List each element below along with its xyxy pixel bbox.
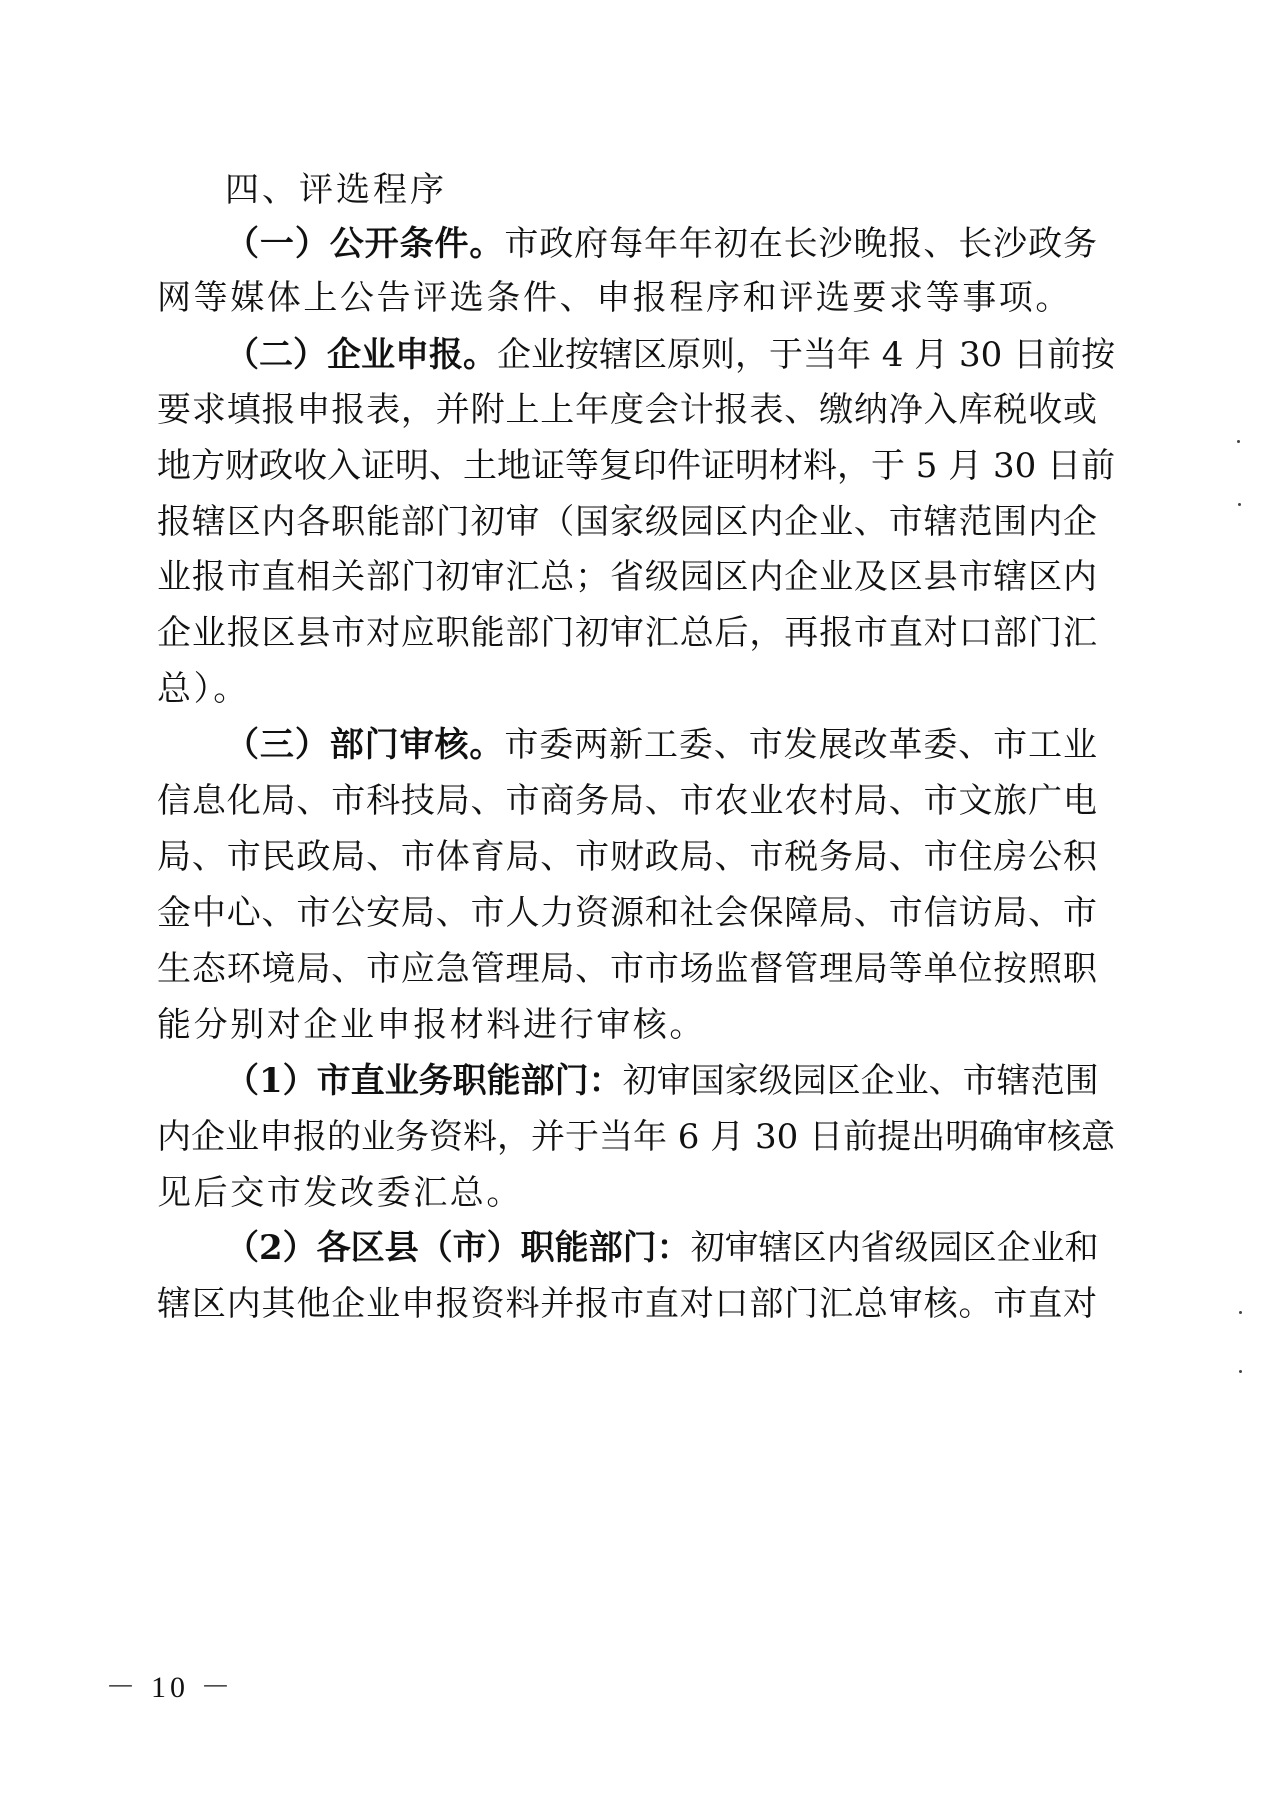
paragraph-3-line-6: 能分别对企业申报材料进行审核。 (157, 1005, 706, 1045)
paragraph-1-text: 市政府每年年初在长沙晚报、长沙政务 (504, 224, 1098, 264)
paragraph-2-text: 企业按辖区原则，于当年 4 月 30 日前按 (497, 335, 1116, 375)
page-number: － 10 － (105, 1671, 235, 1704)
paragraph-1-line-2: 网等媒体上公告评选条件、申报程序和评选要求等事项。 (157, 278, 1072, 318)
paragraph-4-line-2: 内企业申报的业务资料，并于当年 6 月 30 日前提出明确审核意 (157, 1117, 1116, 1157)
paragraph-2-lead: （二）企业申报。 (225, 335, 497, 375)
paragraph-2-line-7: 总）。 (157, 669, 250, 709)
paragraph-5-lead: （2）各区县（市）职能部门： (225, 1228, 691, 1268)
paragraph-4-lead: （1）市直业务职能部门： (225, 1061, 623, 1101)
paragraph-2-line-6: 企业报区县市对应职能部门初审汇总后，再报市直对口部门汇 (157, 613, 1097, 653)
paragraph-3-line-3: 局、市民政局、市体育局、市财政局、市税务局、市住房公积 (157, 837, 1097, 877)
section-heading: 四、评选程序 (225, 170, 447, 210)
paragraph-3-text: 市委两新工委、市发展改革委、市工业 (504, 725, 1098, 765)
paragraph-3-line-2: 信息化局、市科技局、市商务局、市农业农村局、市文旅广电 (157, 781, 1097, 821)
paragraph-1-lead: （一）公开条件。 (225, 224, 505, 264)
scan-speck (1238, 503, 1241, 506)
paragraph-4-line-3: 见后交市发改委汇总。 (157, 1173, 523, 1213)
paragraph-1-line-1 (225, 224, 1097, 264)
paragraph-3-line-5: 生态环境局、市应急管理局、市市场监督管理局等单位按照职 (157, 949, 1097, 989)
paragraph-4-text: 初审国家级园区企业、市辖范围 (622, 1061, 1099, 1101)
paragraph-2-line-2: 要求填报申报表，并附上上年度会计报表、缴纳净入库税收或 (157, 390, 1097, 430)
scan-speck (1239, 1311, 1242, 1314)
paragraph-3-lead: （三）部门审核。 (225, 725, 505, 765)
paragraph-2-line-3: 地方财政收入证明、土地证等复印件证明材料，于 5 月 30 日前 (157, 446, 1116, 486)
paragraph-4-line-1 (225, 1061, 1097, 1101)
paragraph-2-line-1 (225, 335, 1116, 375)
paragraph-3-line-4: 金中心、市公安局、市人力资源和社会保障局、市信访局、市 (157, 893, 1097, 933)
paragraph-2-line-4: 报辖区内各职能部门初审（国家级园区内企业、市辖范围内企 (157, 502, 1097, 542)
scan-speck (1237, 440, 1240, 443)
paragraph-5-text: 初审辖区内省级园区企业和 (690, 1228, 1099, 1268)
paragraph-3-line-1 (225, 725, 1097, 765)
paragraph-2-line-5: 业报市直相关部门初审汇总；省级园区内企业及区县市辖区内 (157, 557, 1097, 597)
paragraph-5-line-2: 辖区内其他企业申报资料并报市直对口部门汇总审核。市直对 (157, 1284, 1097, 1324)
paragraph-5-line-1 (225, 1228, 1097, 1268)
scan-speck (1239, 1370, 1242, 1373)
